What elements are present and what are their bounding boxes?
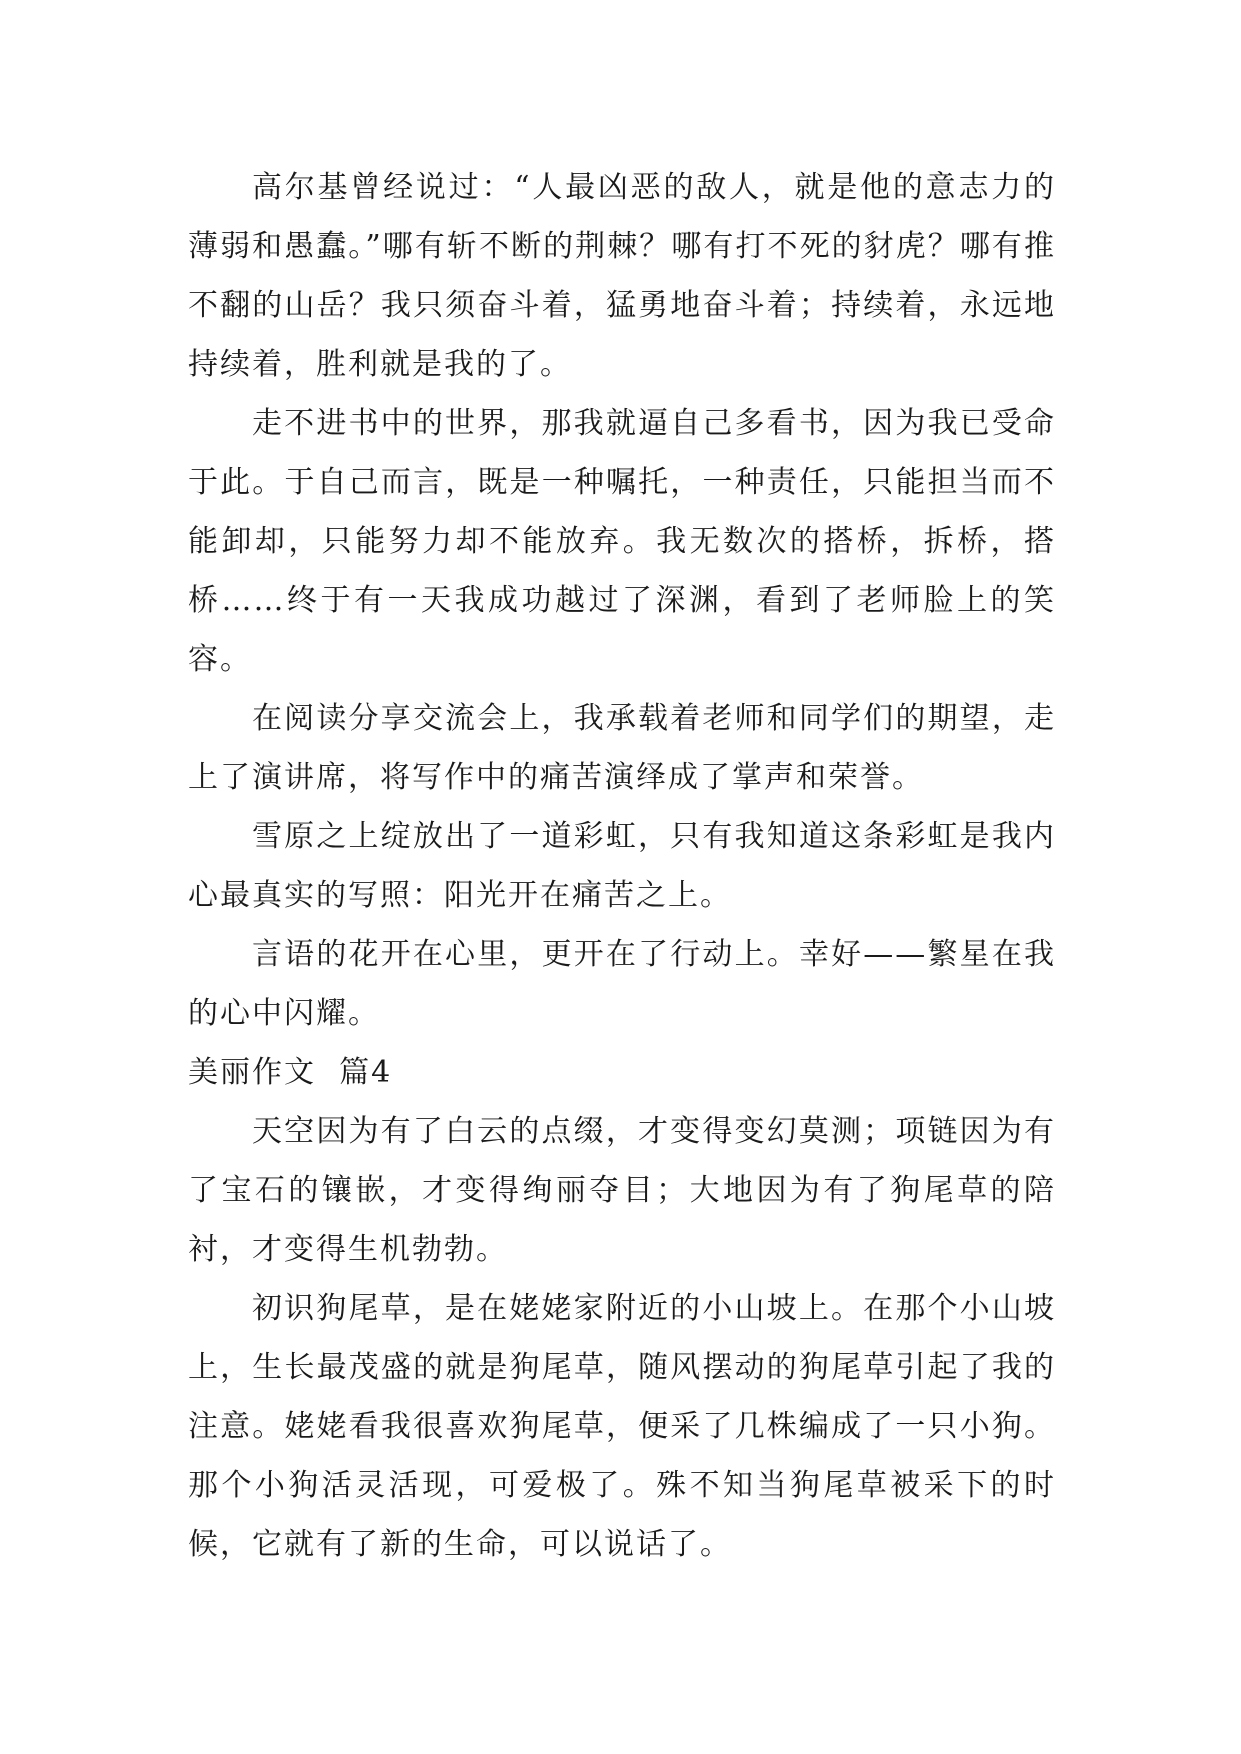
paragraph-rainbow: 雪原之上绽放出了一道彩虹，只有我知道这条彩虹是我内心最真实的写照：阳光开在痛苦之上。 xyxy=(188,819,1056,913)
paragraph-sky-clouds: 天空因为有了白云的点缀，才变得变幻莫测；项链因为有了宝石的镶嵌，才变得绚丽夺目；大地因为有了狗尾草的陪衬，才变得生机勃勃。 xyxy=(188,1114,1056,1267)
paragraph-stars: 言语的花开在心里，更开在了行动上。幸好——繁星在我的心中闪耀。 xyxy=(188,937,1056,1031)
paragraph-gorky-quote: 高尔基曾经说过：“人最凶恶的敌人，就是他的意志力的薄弱和愚蠢。”哪有斩不断的荆棘？哪有打不死的豺虎？哪有推不翻的山岳？我只须奋斗着，猛勇地奋斗着；持续着，永远地持续着，胜利就是我的了。 xyxy=(188,170,1056,382)
paragraph-sharing-meeting: 在阅读分享交流会上，我承载着老师和同学们的期望，走上了演讲席，将写作中的痛苦演绎成了掌声和荣誉。 xyxy=(188,701,1056,795)
paragraph-reading-books: 走不进书中的世界，那我就逼自己多看书，因为我已受命于此。于自己而言，既是一种嘱托，一种责任，只能担当而不能卸却，只能努力却不能放弃。我无数次的搭桥，拆桥，搭桥……终于有一天我成功越过了深渊，看到了老师脸上的笑容。 xyxy=(188,406,1056,677)
paragraph-foxtail-grass: 初识狗尾草，是在姥姥家附近的小山坡上。在那个小山坡上，生长最茂盛的就是狗尾草，随风摆动的狗尾草引起了我的注意。姥姥看我很喜欢狗尾草，便采了几株编成了一只小狗。那个小狗活灵活现，可爱极了。殊不知当狗尾草被采下的时候，它就有了新的生命，可以说话了。 xyxy=(188,1291,1056,1562)
section-heading: 美丽作文 篇4 xyxy=(188,1055,393,1090)
document-body xyxy=(188,158,1056,1574)
